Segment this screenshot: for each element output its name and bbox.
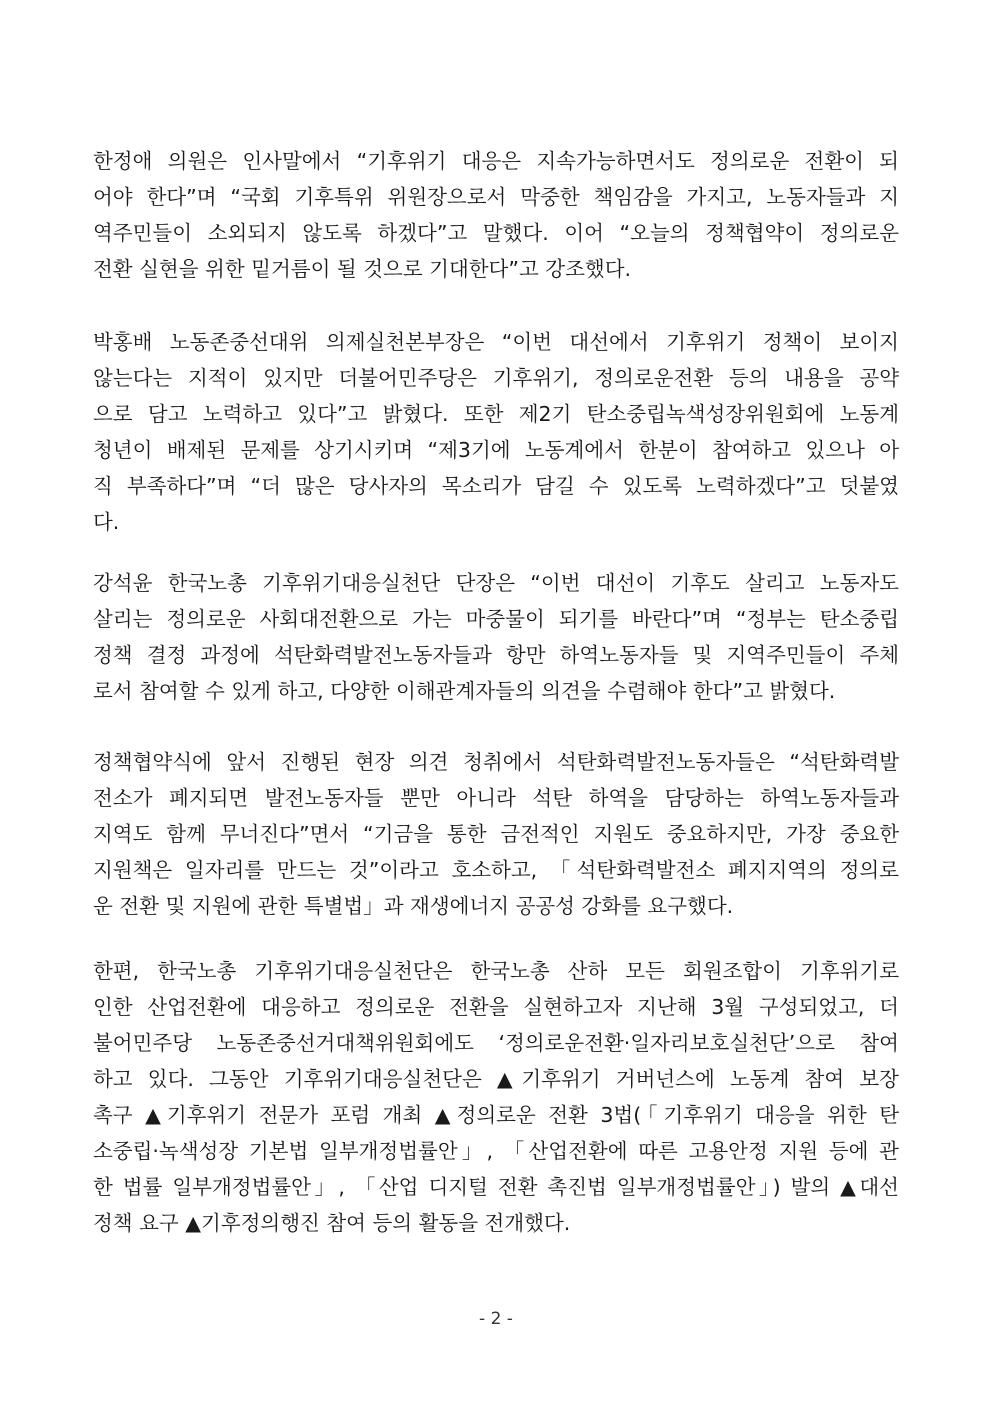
text-line: 로서 참여할 수 있게 하고, 다양한 이해관계자들의 의견을 수렴해야 한다”고 밝혔다. [93,679,836,703]
text-line: 으로 담고 노력하고 있다”고 밝혔다. 또한 제2기 탄소중립녹색성장위원회에 노동계 [93,402,899,426]
text-line: 지역도 함께 무너진다”면서 “기금을 통한 금전적인 지원도 중요하지만, 가장 중요한 [93,822,899,846]
paragraph-5 [93,953,899,1241]
text-line: 박홍배 노동존중선대위 의제실천본부장은 “이번 대선에서 기후위기 정책이 보이지 [93,330,899,354]
paragraph-2 [93,324,899,540]
text-line: 직 부족하다”며 “더 많은 당사자의 목소리가 담길 수 있도록 노력하겠다”고 덧붙였 [93,474,899,498]
text-line: 불어민주당 노동존중선거대책위원회에도 ‘정의로운전환·일자리보호실천단’으로 참여 [93,1031,899,1055]
text-line: 한 법률 일부개정법률안」, 「산업 디지털 전환 촉진법 일부개정법률안」) 발의 ▲대선 [93,1175,899,1199]
text-line: 전소가 폐지되면 발전노동자들 뿐만 아니라 석탄 하역을 담당하는 하역노동자들과 [93,786,899,810]
text-line: 소중립·녹색성장 기본법 일부개정법률안」, 「산업전환에 따른 고용안정 지원 등에 관 [93,1139,899,1163]
text-line: 한정애 의원은 인사말에서 “기후위기 대응은 지속가능하면서도 정의로운 전환이 되 [93,149,899,173]
text-line: 하고 있다. 그동안 기후위기대응실천단은 ▲기후위기 거버넌스에 노동계 참여 보장 [93,1067,899,1091]
text-line: 한편, 한국노총 기후위기대응실천단은 한국노총 산하 모든 회원조합이 기후위기로 [93,959,899,983]
text-line: 청년이 배제된 문제를 상기시키며 “제3기에 노동계에서 한분이 참여하고 있으나 아 [93,438,899,462]
text-line: 정책협약식에 앞서 진행된 현장 의견 청취에서 석탄화력발전노동자들은 “석탄화력발 [93,750,899,774]
text-line: 강석윤 한국노총 기후위기대응실천단 단장은 “이번 대선이 기후도 살리고 노동자도 [93,571,899,595]
text-line: 촉구 ▲기후위기 전문가 포럼 개최 ▲정의로운 전환 3법(「기후위기 대응을 위한 탄 [93,1103,899,1127]
text-line: 운 전환 및 지원에 관한 특별법」과 재생에너지 공공성 강화를 요구했다. [93,894,734,918]
paragraph-1 [93,143,899,287]
text-line: 어야 한다”며 “국회 기후특위 위원장으로서 막중한 책임감을 가지고, 노동자들과 지 [93,185,899,209]
text-line: 지원책은 일자리를 만드는 것”이라고 호소하고, 「석탄화력발전소 폐지지역의 정의로 [93,858,899,882]
paragraph-4 [93,744,899,924]
page-number: - 2 - [479,1309,513,1329]
paragraph-3 [93,565,899,709]
text-line: 역주민들이 소외되지 않도록 하겠다”고 말했다. 이어 “오늘의 정책협약이 정의로운 [93,221,899,245]
text-line: 다. [93,510,120,534]
text-line: 살리는 정의로운 사회대전환으로 가는 마중물이 되기를 바란다”며 “정부는 탄소중립 [93,607,899,631]
text-line: 전환 실현을 위한 밑거름이 될 것으로 기대한다”고 강조했다. [93,257,632,281]
text-line: 정책 요구 ▲기후정의행진 참여 등의 활동을 전개했다. [93,1211,571,1235]
text-line: 않는다는 지적이 있지만 더불어민주당은 기후위기, 정의로운전환 등의 내용을 공약 [93,366,899,390]
text-line: 정책 결정 과정에 석탄화력발전노동자들과 항만 하역노동자들 및 지역주민들이 주체 [93,643,899,667]
text-line: 인한 산업전환에 대응하고 정의로운 전환을 실현하고자 지난해 3월 구성되었고, 더 [93,995,899,1019]
